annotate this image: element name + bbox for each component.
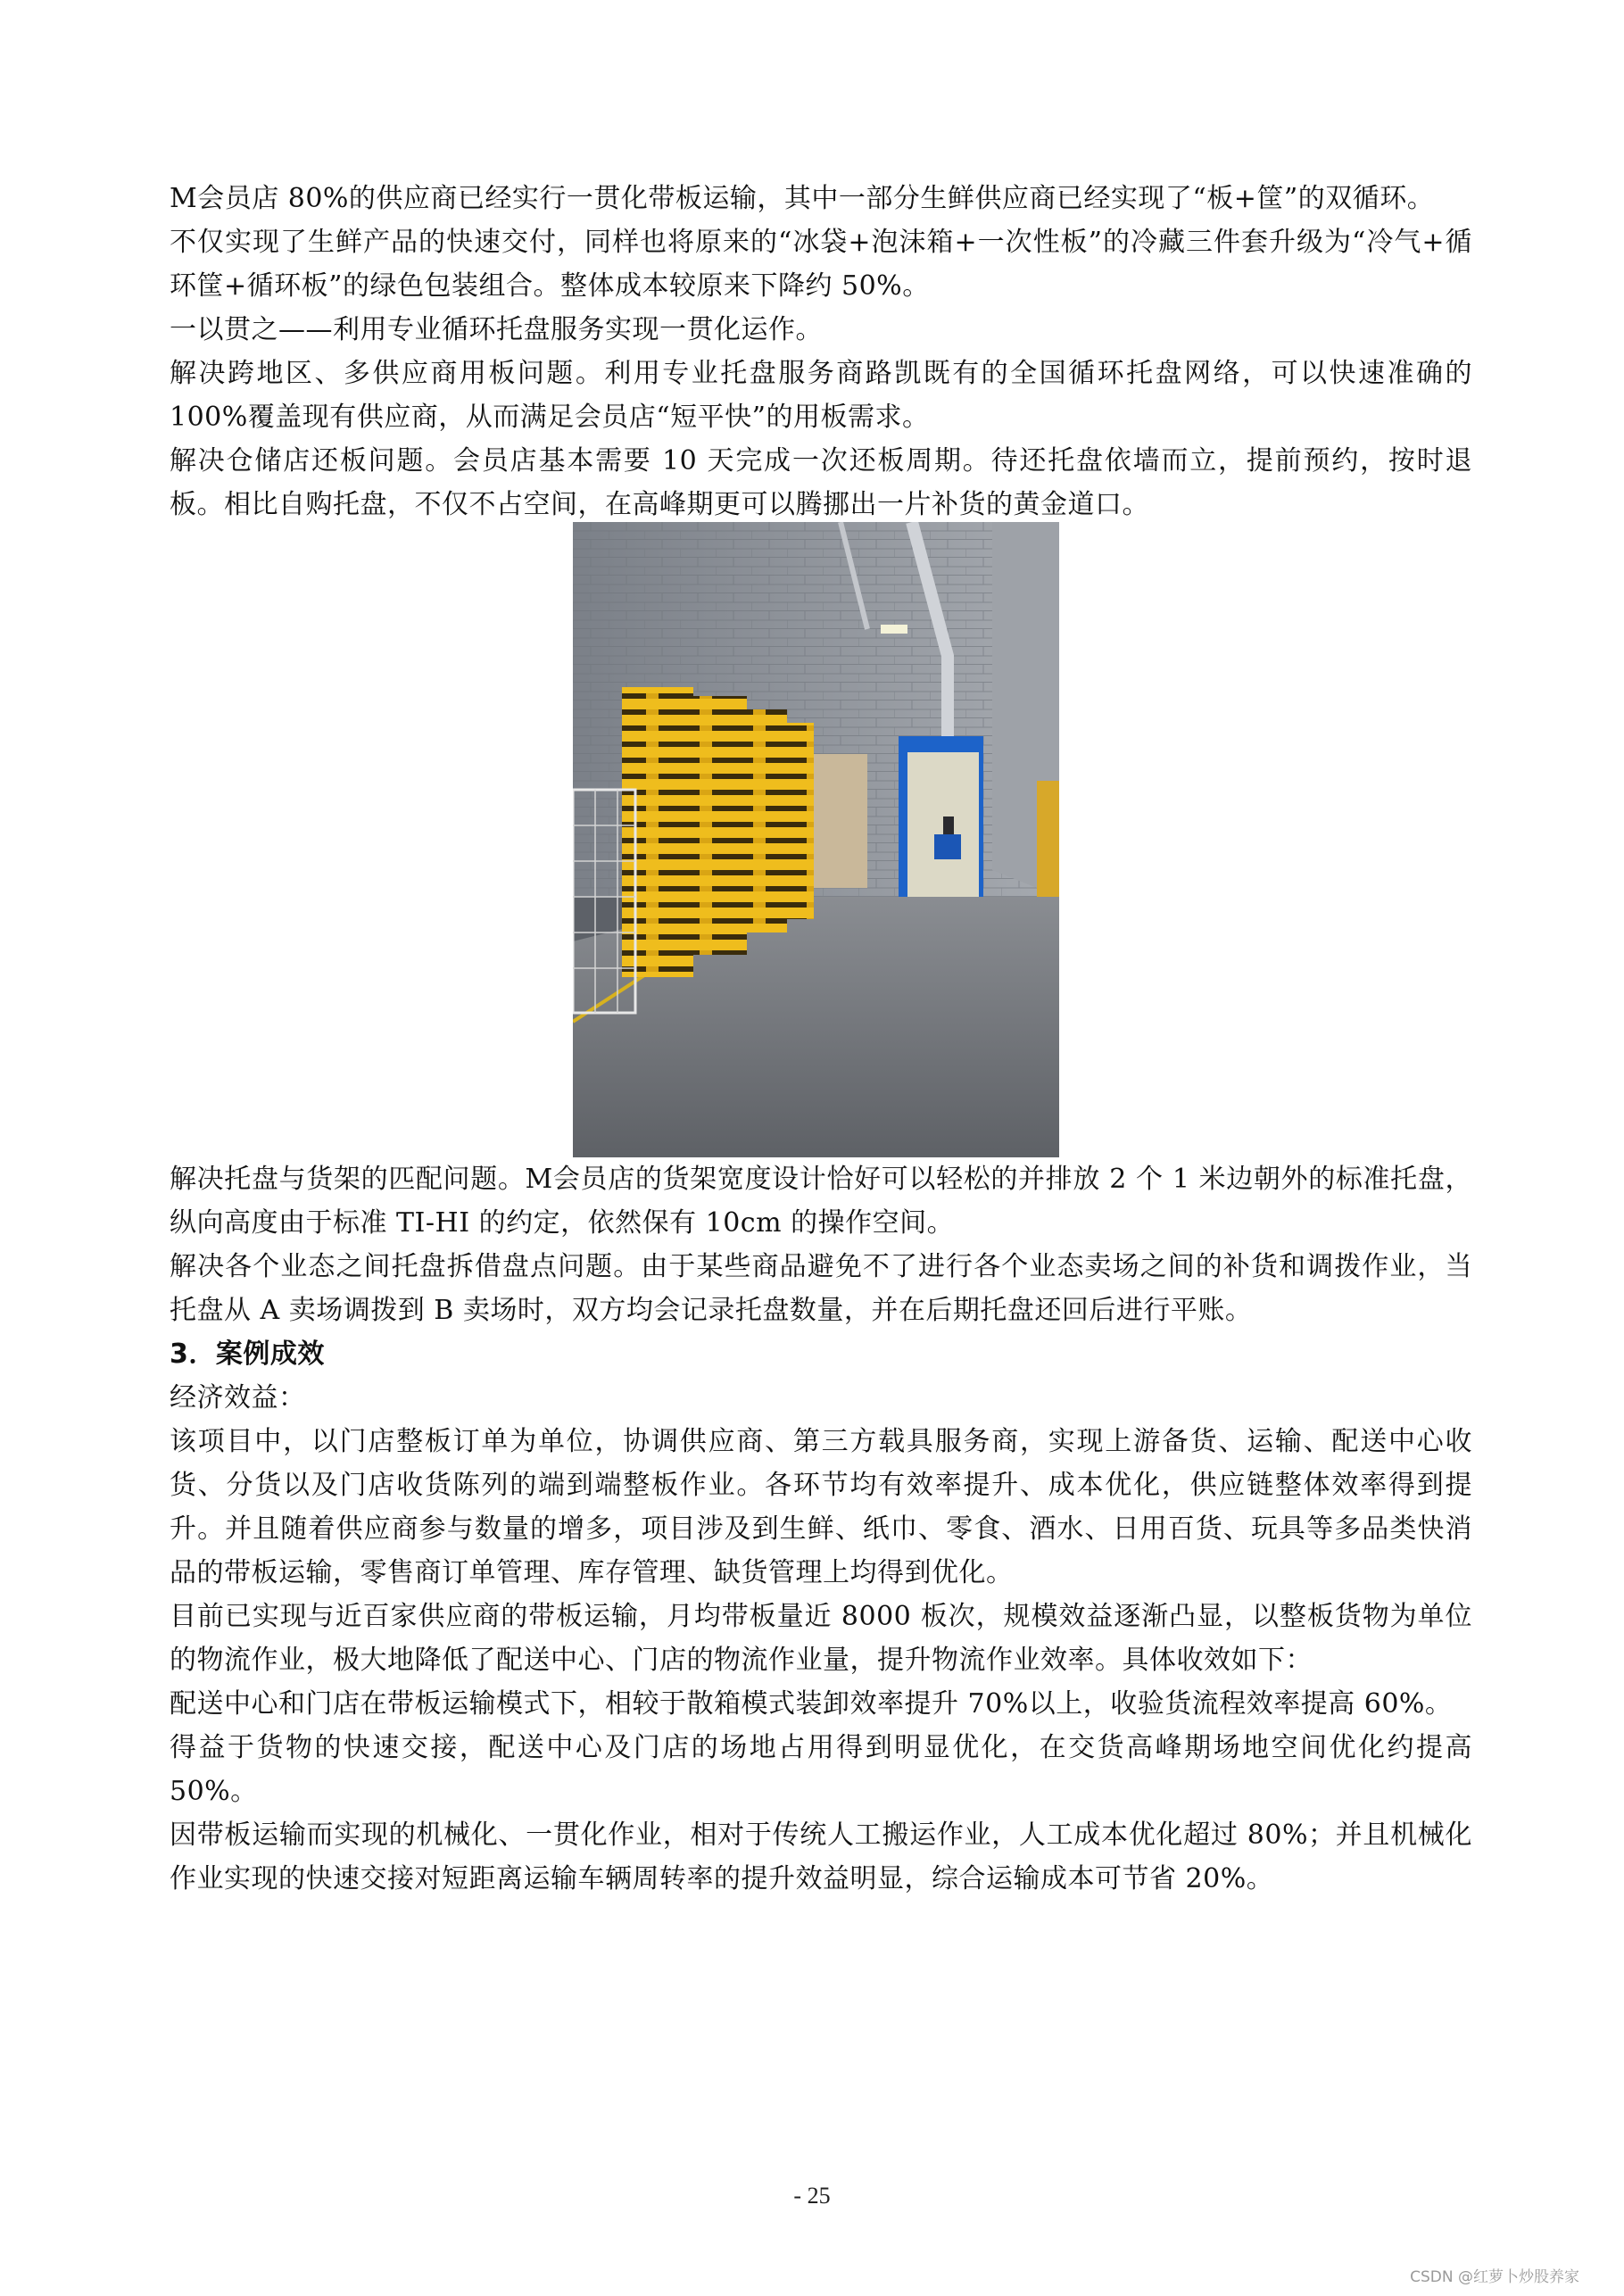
paragraph: 解决跨地区、多供应商用板问题。利用专业托盘服务商路凯既有的全国循环托盘网络，可以快速准确的 100%覆盖现有供应商，从而满足会员店“短平快”的用板需求。 (170, 358, 1472, 433)
paragraph: 该项目中，以门店整板订单为单位，协调供应商、第三方载具服务商，实现上游备货、运输、配送中心收货、分货以及门店收货陈列的端到端整板作业。各环节均有效率提升、成本优化，供应链整体效率得到提升。并且随着供应商参与数量的增多，项目涉及到生鲜、纸巾、零食、酒水、日用百货、玩具等多品类快消品的带板运输，零售商订单管理、库存管理、缺货管理上均得到优化。 (170, 1426, 1472, 1588)
section-heading: 3．案例成效 (170, 1339, 325, 1370)
watermark: CSDN @红萝卜炒股养家 (1410, 2268, 1579, 2286)
paragraph: 因带板运输而实现的机械化、一贯化作业，相对于传统人工搬运作业，人工成本优化超过 80%；并且机械化作业实现的快速交接对短距离运输车辆周转率的提升效益明显，综合运输成本可节省 20%。 (170, 1819, 1472, 1894)
top-text-block (170, 177, 1472, 526)
paragraph: 解决各个业态之间托盘拆借盘点问题。由于某些商品避免不了进行各个业态卖场之间的补货和调拨作业，当托盘从 A 卖场调拨到 B 卖场时，双方均会记录托盘数量，并在后期托盘还回后进行平账。 (170, 1251, 1472, 1326)
paragraph: 配送中心和门店在带板运输模式下，相较于散箱模式装卸效率提升 70%以上，收验货流程效率提高 60%。 (170, 1688, 1453, 1720)
paragraph: 解决托盘与货架的匹配问题。M会员店的货架宽度设计恰好可以轻松的并排放 2 个 1 米边朝外的标准托盘，纵向高度由于标准 TI-HI 的约定，依然保有 10cm 的操作空间。 (170, 1164, 1472, 1239)
bottom-text-block (170, 1157, 1472, 1901)
paragraph: 解决仓储店还板问题。会员店基本需要 10 天完成一次还板周期。待还托盘依墙而立，提前预约，按时退板。相比自购托盘，不仅不占空间，在高峰期更可以腾挪出一片补货的黄金道口。 (170, 445, 1472, 520)
paragraph: 得益于货物的快速交接，配送中心及门店的场地占用得到明显优化，在交货高峰期场地空间优化约提高 50%。 (170, 1732, 1472, 1807)
page-number: - 25 (793, 2183, 831, 2209)
paragraph: 目前已实现与近百家供应商的带板运输，月均带板量近 8000 板次，规模效益逐渐凸显，以整板货物为单位的物流作业，极大地降低了配送中心、门店的物流作业量，提升物流作业效率。具体收效如下： (170, 1601, 1472, 1676)
paragraph: 不仅实现了生鲜产品的快速交付，同样也将原来的“冰袋+泡沫箱+一次性板”的冷藏三件套升级为“冷气+循环筐+循环板”的绿色包装组合。整体成本较原来下降约 50%。 (170, 227, 1472, 302)
warehouse-pallets-photo (573, 522, 1059, 1157)
paragraph: M会员店 80%的供应商已经实行一贯化带板运输，其中一部分生鲜供应商已经实现了“板+筐”的双循环。 (170, 183, 1435, 214)
subheading: 经济效益： (170, 1382, 306, 1413)
paragraph: 一以贯之——利用专业循环托盘服务实现一贯化运作。 (170, 314, 823, 345)
